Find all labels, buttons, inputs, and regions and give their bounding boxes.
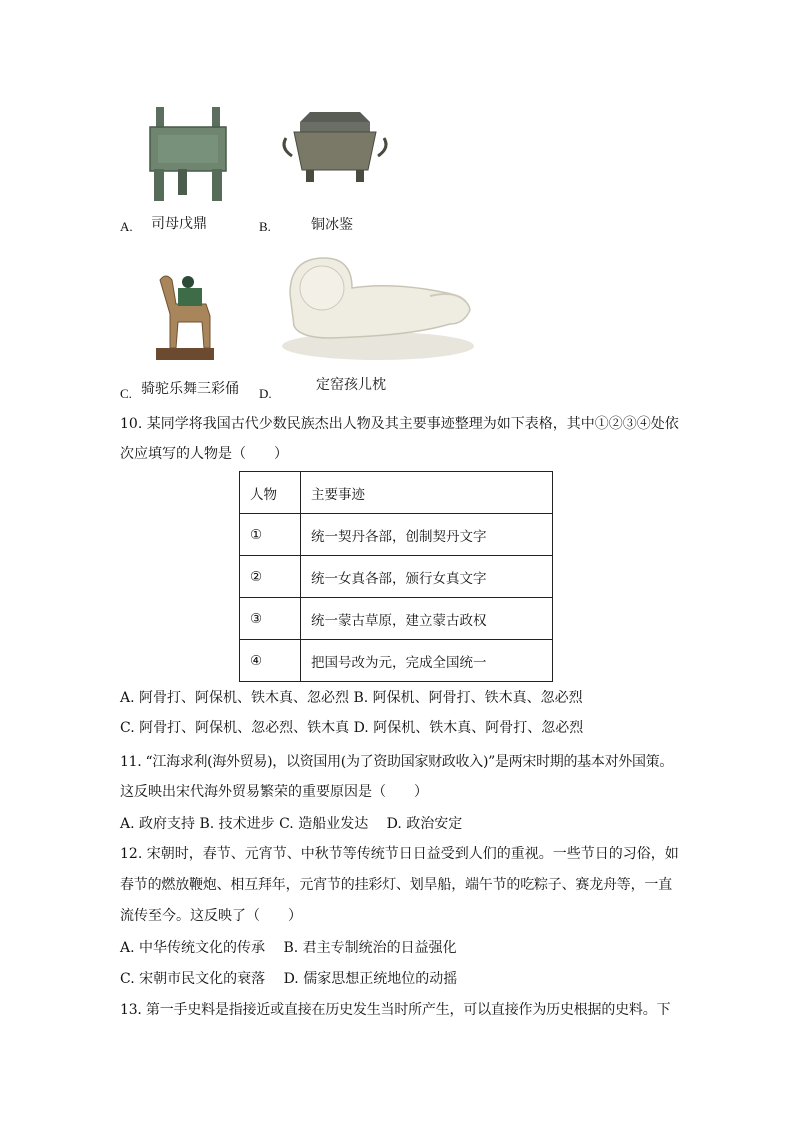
q12-stem-line3: 流传至今。这反映了（ ） — [120, 908, 302, 924]
option-b-caption: 铜冰鉴 — [311, 217, 353, 233]
table-cell-deed: 统一女真各部，颁行女真文字 — [301, 556, 553, 598]
q11-stem-line2: 这反映出宋代海外贸易繁荣的重要原因是（ ） — [120, 784, 428, 800]
option-d-caption: 定窑孩儿枕 — [316, 377, 386, 393]
option-d-letter: D. — [259, 386, 272, 401]
q10-table — [239, 471, 553, 682]
q12-options-ab: A. 中华传统文化的传承 B. 君主专制统治的日益强化 — [120, 940, 457, 956]
q10-stem-line1: 10. 某同学将我国古代少数民族杰出人物及其主要事迹整理为如下表格，其中①②③④处依 — [120, 416, 679, 432]
camel-figurine-image — [152, 266, 218, 362]
q11-stem-line1: 11. “江海求利(海外贸易)，以资国用(为了资助国家财政收入)”是两宋时期的基本对外国策。 — [120, 754, 674, 770]
simuwu-ding-image — [140, 105, 236, 205]
option-c-caption: 骑驼乐舞三彩俑 — [141, 381, 239, 397]
table-row — [240, 598, 553, 640]
table-cell-marker: ③ — [240, 598, 301, 640]
table-row — [240, 556, 553, 598]
option-c-letter: C. — [120, 386, 132, 401]
child-pillow-image — [280, 254, 476, 364]
bronze-ice-chest-image — [280, 108, 390, 188]
q11-options: A. 政府支持 B. 技术进步 C. 造船业发达 D. 政治安定 — [120, 816, 463, 832]
option-b-letter: B. — [259, 219, 271, 234]
q12-options-cd: C. 宋朝市民文化的衰落 D. 儒家思想正统地位的动摇 — [120, 971, 458, 987]
q12-stem-line2: 春节的燃放鞭炮、相互拜年，元宵节的挂彩灯、划旱船，端午节的吃粽子、赛龙舟等，一直 — [120, 877, 672, 893]
q13-stem-line1: 13. 第一手史料是指接近或直接在历史发生当时所产生，可以直接作为历史根据的史料。下 — [120, 1002, 671, 1018]
table-cell-marker: ④ — [240, 640, 301, 682]
q12-stem-line1: 12. 宋朝时，春节、元宵节、中秋节等传统节日日益受到人们的重视。一些节日的习俗，如 — [120, 846, 679, 862]
q10-options-cd: C. 阿骨打、阿保机、忽必烈、铁木真 D. 阿保机、铁木真、阿骨打、忽必烈 — [120, 720, 584, 736]
table-header-deeds: 主要事迹 — [301, 472, 553, 514]
q10-stem-line2: 次应填写的人物是（ ） — [120, 446, 288, 462]
table-row — [240, 514, 553, 556]
table-header-person: 人物 — [240, 472, 301, 514]
table-cell-deed: 统一蒙古草原，建立蒙古政权 — [301, 598, 553, 640]
table-cell-marker: ① — [240, 514, 301, 556]
option-a-caption: 司母戊鼎 — [151, 216, 207, 232]
table-cell-deed: 统一契丹各部，创制契丹文字 — [301, 514, 553, 556]
table-cell-marker: ② — [240, 556, 301, 598]
table-header-row — [240, 472, 553, 514]
option-a-letter: A. — [120, 219, 133, 234]
q10-options-ab: A. 阿骨打、阿保机、铁木真、忽必烈 B. 阿保机、阿骨打、铁木真、忽必烈 — [120, 690, 583, 706]
table-cell-deed: 把国号改为元，完成全国统一 — [301, 640, 553, 682]
table-row — [240, 640, 553, 682]
